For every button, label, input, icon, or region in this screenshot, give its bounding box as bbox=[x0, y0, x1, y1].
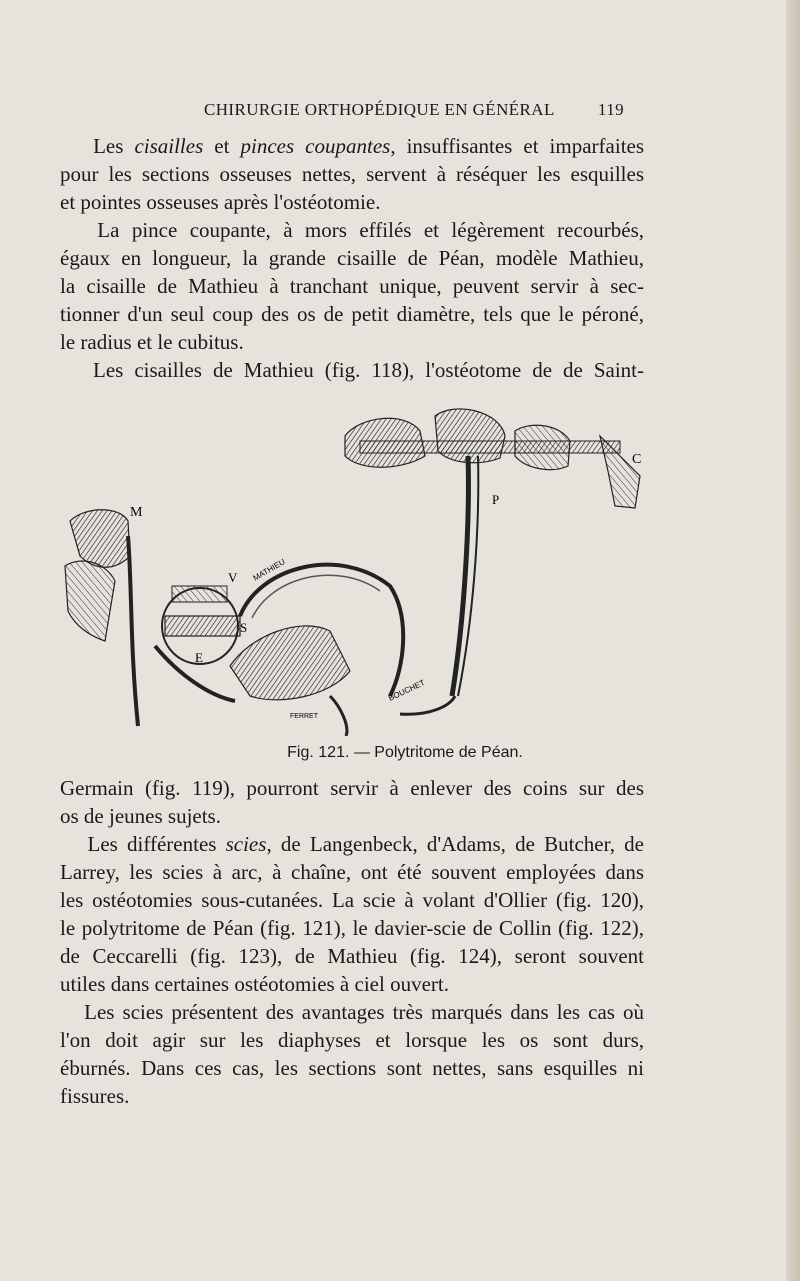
text-line: fissures. bbox=[60, 1084, 130, 1108]
bottom-handle bbox=[330, 696, 347, 736]
top-bar bbox=[360, 441, 620, 453]
label-v: V bbox=[228, 570, 238, 585]
text-line: éburnés. Dans ces cas, les sections sont nettes, sans esquilles ni bbox=[60, 1056, 644, 1080]
running-title: CHIRURGIE ORTHOPÉDIQUE EN GÉNÉRAL bbox=[204, 100, 555, 119]
label-s: S bbox=[240, 620, 248, 635]
text-line: os de jeunes sujets. bbox=[60, 804, 221, 828]
label-e: E bbox=[195, 650, 203, 665]
text-line: Les cisailles de Mathieu (fig. 118), l'ostéotome de de Saint- bbox=[93, 358, 645, 382]
text-block-top bbox=[60, 132, 644, 384]
engraving-mark: FERRET bbox=[290, 713, 318, 720]
text-line: Les différentes scies, de Langenbeck, d'Adams, de Butcher, de bbox=[87, 832, 644, 856]
text-line: Germain (fig. 119), pourront servir à enlever des coins sur des bbox=[60, 776, 644, 800]
label-p: P bbox=[492, 492, 500, 507]
text-line: égaux en longueur, la grande cisaille de Péan, modèle Mathieu, bbox=[60, 246, 644, 270]
handle-shaft-left bbox=[128, 536, 138, 726]
polytritome-illustration bbox=[60, 396, 650, 736]
text-line: Les cisailles et pinces coupantes, insuffisantes et imparfaites bbox=[93, 134, 645, 158]
paragraph bbox=[60, 830, 644, 998]
paragraph bbox=[60, 216, 644, 356]
paragraph bbox=[60, 356, 644, 384]
text-line: la cisaille de Mathieu à tranchant unique, peuvent servir à sec- bbox=[60, 274, 644, 298]
text-line: de Ceccarelli (fig. 123), de Mathieu (fig. 124), seront souvent bbox=[60, 944, 644, 968]
page-edge bbox=[786, 0, 800, 1281]
paragraph bbox=[60, 132, 644, 216]
shaft-p bbox=[452, 456, 468, 696]
text-line: les ostéotomies sous-cutanées. La scie à volant d'Ollier (fig. 120), bbox=[60, 888, 644, 912]
text-line: utiles dans certaines ostéotomies à ciel ouvert. bbox=[60, 972, 449, 996]
paragraph bbox=[60, 998, 644, 1110]
running-header bbox=[204, 100, 624, 124]
shaft-bend bbox=[400, 696, 455, 714]
label-c: C bbox=[632, 452, 642, 467]
text-line: pour les sections osseuses nettes, servent à réséquer les esquilles bbox=[60, 162, 644, 186]
handle-m bbox=[70, 510, 130, 568]
text-line: le radius et le cubitus. bbox=[60, 330, 244, 354]
figure-caption: Fig. 121. — Polytritome de Péan. bbox=[287, 744, 523, 761]
text-line: Les scies présentent des avantages très marqués dans les cas où bbox=[84, 1000, 644, 1024]
text-line: le polytritome de Péan (fig. 121), le davier-scie de Collin (fig. 122), bbox=[60, 916, 644, 940]
text-line: Larrey, les scies à arc, à chaîne, ont été souvent employées dans bbox=[60, 860, 644, 884]
hand-left bbox=[65, 561, 115, 641]
emphasis: pinces coupantes bbox=[240, 134, 391, 158]
text-block-bottom bbox=[60, 774, 644, 1110]
label-m: M bbox=[130, 505, 143, 520]
paragraph bbox=[60, 774, 644, 830]
hand-bottom bbox=[230, 626, 350, 700]
emphasis: scies bbox=[225, 832, 267, 856]
engraving-mark: BOUCHET bbox=[387, 678, 427, 703]
text-line: La pince coupante, à mors effilés et légèrement recourbés, bbox=[97, 218, 645, 242]
text-line: et pointes osseuses après l'ostéotomie. bbox=[60, 190, 381, 214]
mechanism-s bbox=[165, 616, 240, 636]
page-number: 119 bbox=[597, 100, 624, 119]
hand-grip-top-middle bbox=[435, 409, 505, 463]
text-line: l'on doit agir sur les diaphyses et lorsque les os sont durs, bbox=[60, 1028, 644, 1052]
emphasis: cisailles bbox=[134, 134, 204, 158]
engraving-mark: MATHIEU bbox=[251, 557, 287, 583]
text-line: tionner d'un seul coup des os de petit diamètre, tels que le péroné, bbox=[60, 302, 644, 326]
mechanism-v bbox=[172, 586, 227, 602]
